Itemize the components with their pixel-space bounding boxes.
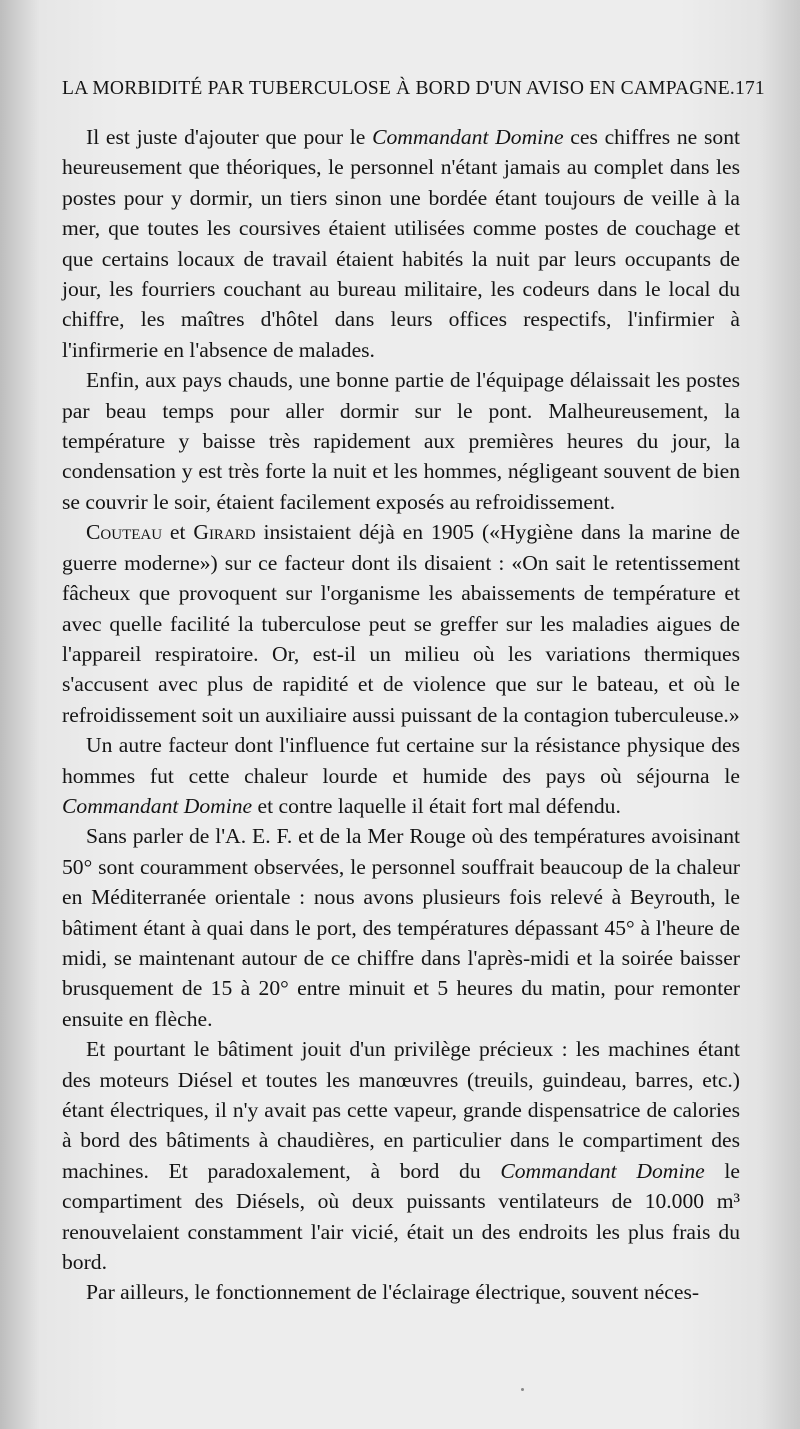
paragraph-6 [62,1034,740,1277]
text-segment: le compartiment des Diésels, où deux puissants ventilateurs de 10.000 m³ renouvelaient constamment l'air vicié, était un des endroits les plus frais du bord. [62,1158,741,1275]
text-segment: Enfin, aux pays chauds, une bonne partie de l'équipage délaissait les postes par beau temps pour aller dormir sur le pont. Malheureusement, la température y baisse très rapidement aux premières heures du jour, la condensation y est très forte la nuit et les hommes, négligeant souvent de bien se couvrir le soir, étaient facilement exposés au refroidissement. [62,368,740,514]
text-segment: Et pourtant le bâtiment jouit d'un privilège précieux : les machines étant des moteurs Diésel et toutes les manœuvres (treuils, guindeau, barres, etc.) étant électriques, il n'y avait pas cette vapeur, grande dispensatrice de calories à bord des bâtiments à chaudières, en particulier dans le compartiment des machines. Et paradoxalement, à bord du [62,1037,740,1183]
text-segment: Un autre facteur dont l'influence fut certaine sur la résistance physique des hommes fut cette chaleur lourde et humide des pays où séjourna le [62,733,740,788]
author-name: Couteau [86,520,163,545]
paragraph-7 [62,1277,740,1307]
running-title: LA MORBIDITÉ PAR TUBERCULOSE À BORD D'UN AVISO EN CAMPAGNE. [62,78,735,99]
paragraph-5 [62,821,740,1034]
ship-name: Commandant Domine [62,793,253,818]
ship-name: Commandant Domine [500,1158,705,1183]
page-number: 171 [735,78,765,99]
text-segment: et contre laquelle il était fort mal défendu. [252,793,621,818]
ship-name: Commandant Domine [372,125,564,149]
body-text [62,122,740,1308]
print-speck [521,1388,524,1391]
paragraph-3 [62,517,740,730]
running-header [62,78,765,100]
paragraph-2 [62,365,740,517]
text-segment: ces chiffres ne sont heureusement que théoriques, le personnel n'étant jamais au complet dans les postes pour y dormir, un tiers sinon une bordée étant toujours de veille à la mer, que toutes les coursives étaient utilisées comme postes de couchage et que certains locaux de travail étaient habités la nuit par leurs occupants de jour, les fourriers couchant au bureau militaire, les codeurs dans le local du chiffre, les maîtres d'hôtel dans leurs offices respectifs, l'infirmier à l'infirmerie en l'absence de malades. [62,125,740,362]
text-segment: Par ailleurs, le fonctionnement de l'éclairage électrique, souvent néces- [86,1280,700,1305]
author-name: Girard [193,520,256,545]
text-segment: insistaient déjà en 1905 («Hygiène dans la marine de guerre moderne») sur ce facteur dont ils disaient : «On sait le retentissement fâcheux que provoquent sur l'organisme les abaissements de température et avec quelle facilité la tuberculose peut se greffer sur les maladies aigues de l'appareil respiratoire. Or, est-il un milieu où les variations thermiques s'accusent avec plus de rapidité et de violence que sur le bateau, et où le refroidissement soit un auxiliaire aussi puissant de la contagion tuberculeuse.» [62,520,740,727]
paragraph-4 [62,730,740,821]
paragraph-1 [62,122,740,365]
text-segment: et [162,520,194,545]
text-segment: Sans parler de l'A. E. F. et de la Mer Rouge où des températures avoisinant 50° sont couramment observées, le personnel souffrait beaucoup de la chaleur en Méditerranée orientale : nous avons plusieurs fois relevé à Beyrouth, le bâtiment étant à quai dans le port, des températures dépassant 45° à l'heure de midi, se maintenant autour de ce chiffre dans l'après-midi et la soirée baisser brusquement de 15 à 20° entre minuit et 5 heures du matin, pour remonter ensuite en flèche. [62,824,740,1031]
text-segment: Il est juste d'ajouter que pour le [86,125,373,149]
